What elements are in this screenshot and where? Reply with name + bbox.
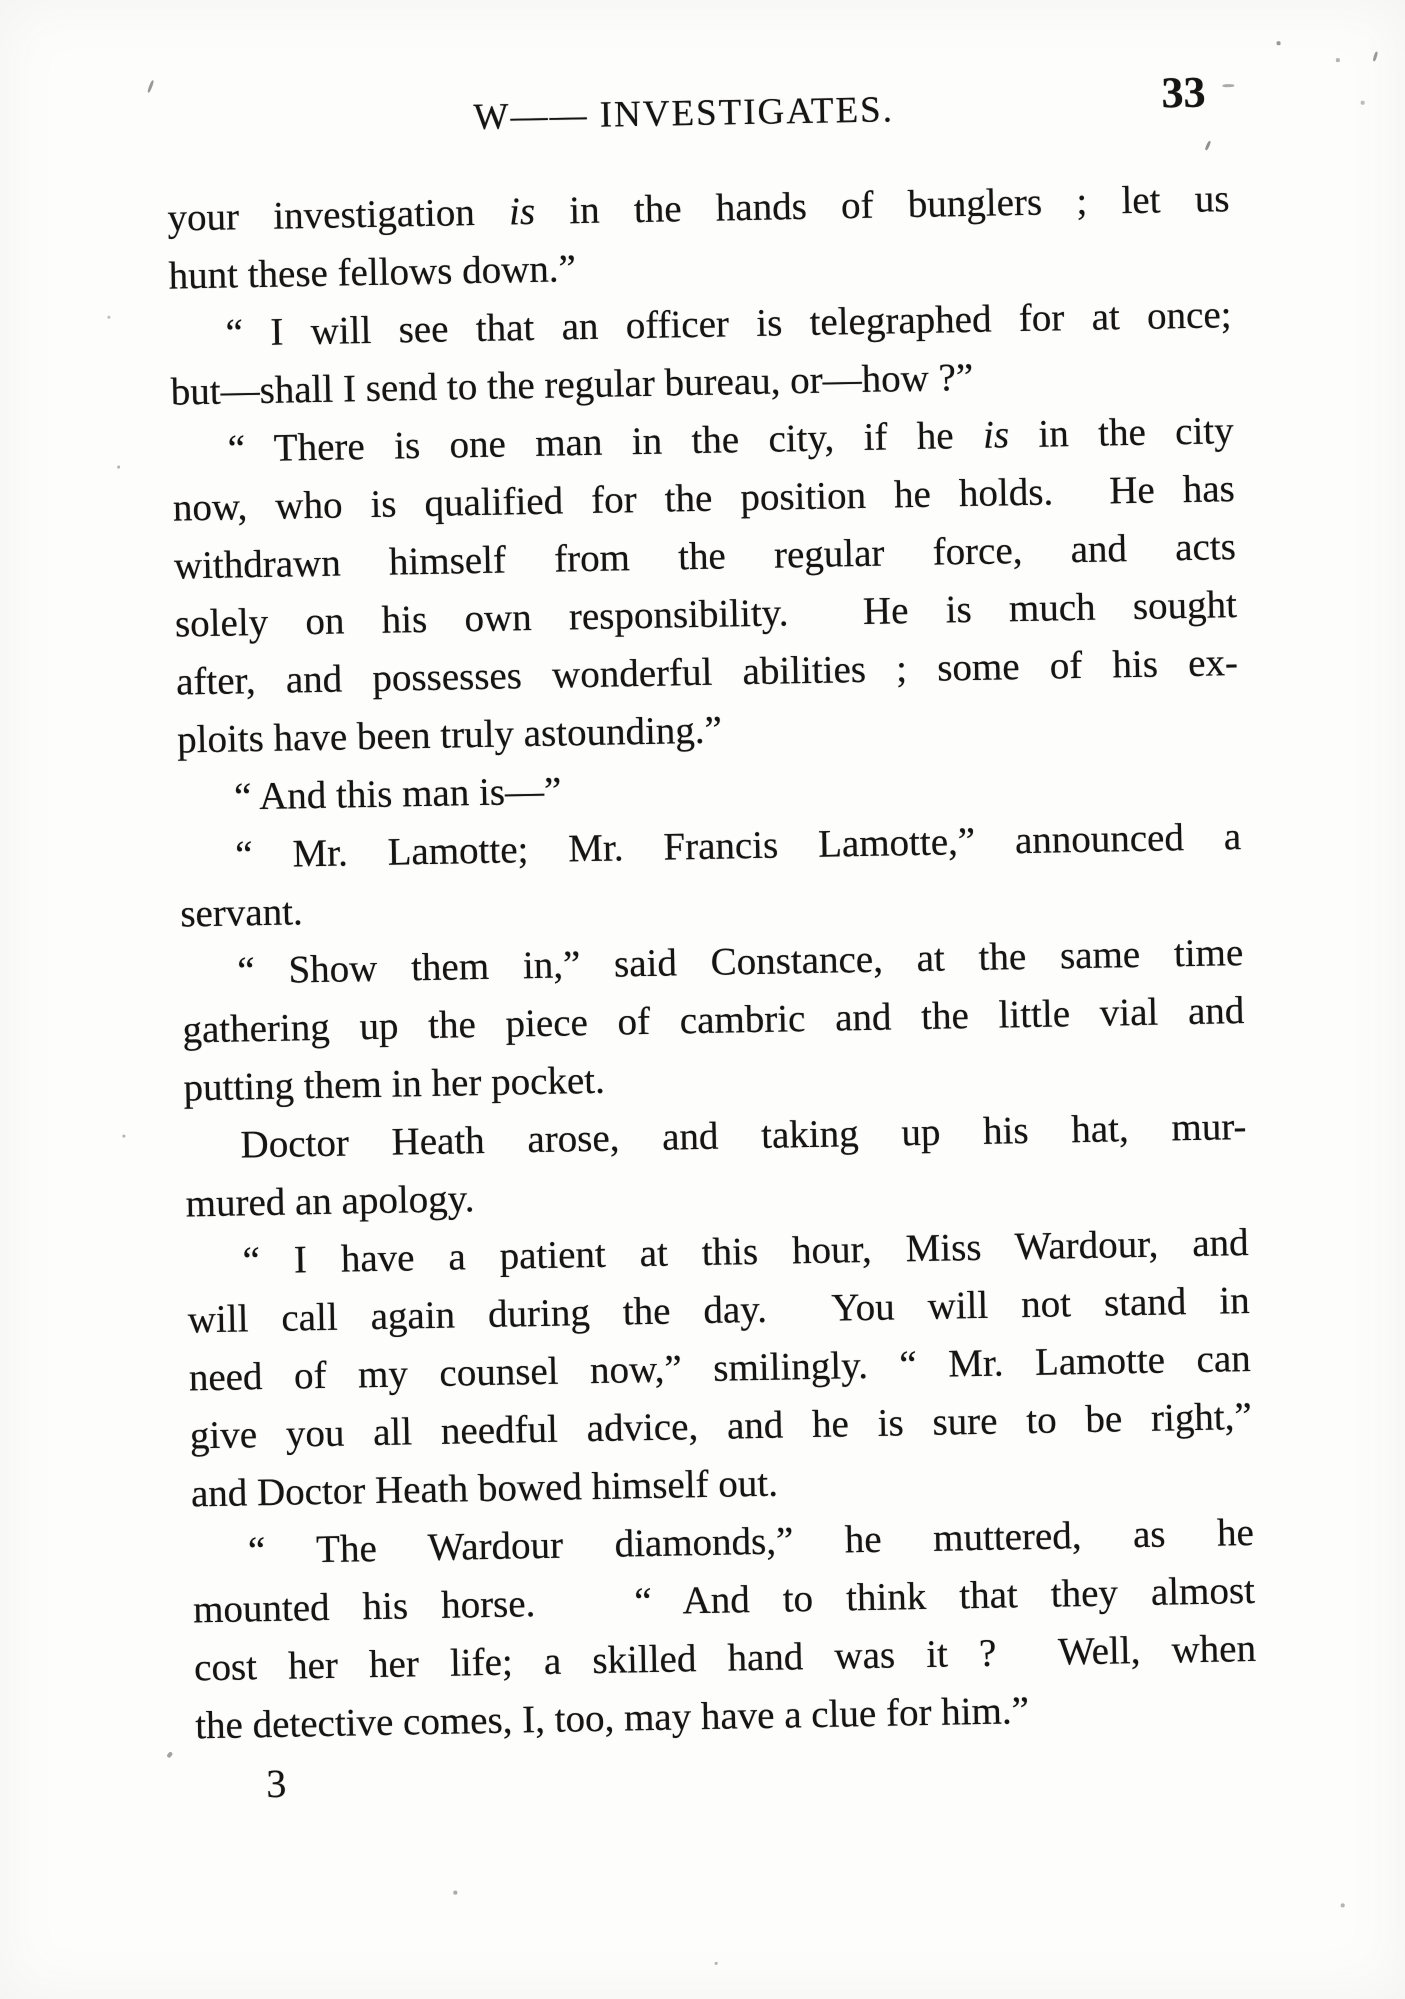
text-segment: mured an apology. bbox=[185, 1177, 475, 1226]
scan-speck bbox=[147, 80, 154, 93]
page-number: 33 bbox=[1161, 67, 1206, 118]
text-segment: ploits have been truly astounding.” bbox=[176, 708, 723, 762]
text-segment: mounted his horse. “ And to think that they almost bbox=[192, 1568, 1256, 1632]
paragraph bbox=[192, 1504, 1258, 1755]
paragraph bbox=[167, 170, 1231, 305]
scan-speck bbox=[1277, 41, 1281, 45]
scan-speck bbox=[1336, 58, 1340, 62]
text-segment: “ I will see that an officer is telegraphed for at once; bbox=[225, 293, 1232, 355]
text-segment: give you all needful advice, and he is sure to be right,” bbox=[189, 1394, 1253, 1458]
text-segment: and Doctor Heath bowed himself out. bbox=[190, 1461, 779, 1516]
text-segment: putting them in her pocket. bbox=[183, 1058, 606, 1110]
text-segment: “ Mr. Lamotte; Mr. Francis Lamotte,” announced a bbox=[234, 815, 1242, 877]
paragraph bbox=[169, 286, 1233, 421]
scan-speck bbox=[715, 1962, 718, 1965]
scan-speck bbox=[453, 1891, 457, 1895]
paragraph bbox=[171, 402, 1239, 769]
text-segment: withdrawn himself from the regular force, and acts bbox=[173, 525, 1237, 588]
text-segment: “ I have a patient at this hour, Miss Wardour, and bbox=[242, 1220, 1249, 1283]
text-segment: “ The Wardour diamonds,” he muttered, as he bbox=[247, 1510, 1255, 1573]
italic-text: is bbox=[508, 189, 536, 234]
text-segment: your investigation bbox=[167, 190, 510, 240]
text-segment: Doctor Heath arose, and taking up his hat, mur- bbox=[240, 1105, 1247, 1167]
scan-speck bbox=[1341, 1903, 1345, 1907]
text-segment: in the hands of bunglers ; let us bbox=[534, 177, 1230, 233]
scan-speck bbox=[1372, 51, 1378, 61]
scan-speck bbox=[1222, 84, 1234, 87]
paragraph bbox=[186, 1214, 1253, 1523]
paragraph bbox=[181, 924, 1246, 1117]
text-segment: solely on his own responsibility. He is much sought bbox=[174, 583, 1238, 646]
text-segment: servant. bbox=[179, 890, 304, 936]
text-segment: but—shall I send to the regular bureau, or—how ?” bbox=[170, 355, 974, 414]
running-header-title: W—— INVESTIGATES. bbox=[473, 89, 895, 138]
text-segment: will call again during the day. You will not stand in bbox=[187, 1278, 1250, 1342]
scan-speck bbox=[122, 1135, 125, 1138]
scan-speck bbox=[1205, 140, 1212, 150]
text-segment: now, who is qualified for the position he holds. He has bbox=[172, 467, 1236, 530]
scan-speck bbox=[166, 1751, 173, 1758]
text-segment: “ And this man is—” bbox=[233, 769, 562, 819]
scan-speck bbox=[1361, 101, 1365, 105]
paragraph bbox=[184, 1098, 1248, 1233]
italic-text: is bbox=[982, 413, 1010, 457]
text-segment: gathering up the piece of cambric and the little vial and bbox=[182, 989, 1245, 1052]
text-segment: need of my counsel now,” smilingly. “ Mr. Lamotte can bbox=[188, 1336, 1252, 1400]
scan-speck bbox=[117, 466, 120, 469]
running-header bbox=[423, 87, 944, 140]
signature-mark: 3 bbox=[265, 1760, 287, 1807]
text-segment: “ There is one man in the city, if he bbox=[227, 413, 984, 471]
text-segment: hunt these fellows down.” bbox=[168, 247, 577, 298]
scan-speck bbox=[107, 316, 110, 319]
text-segment: “ Show them in,” said Constance, at the same time bbox=[236, 931, 1244, 993]
paragraph bbox=[179, 808, 1243, 943]
text-block bbox=[167, 170, 1258, 1755]
text-segment: the detective comes, I, too, may have a clue for him.” bbox=[194, 1689, 1030, 1748]
text-segment: after, and possesses wonderful abilities ; some of his ex- bbox=[175, 641, 1239, 704]
text-segment: cost her her life; a skilled hand was it ? Well, when bbox=[193, 1626, 1257, 1690]
text-segment: in the city bbox=[1008, 409, 1235, 457]
